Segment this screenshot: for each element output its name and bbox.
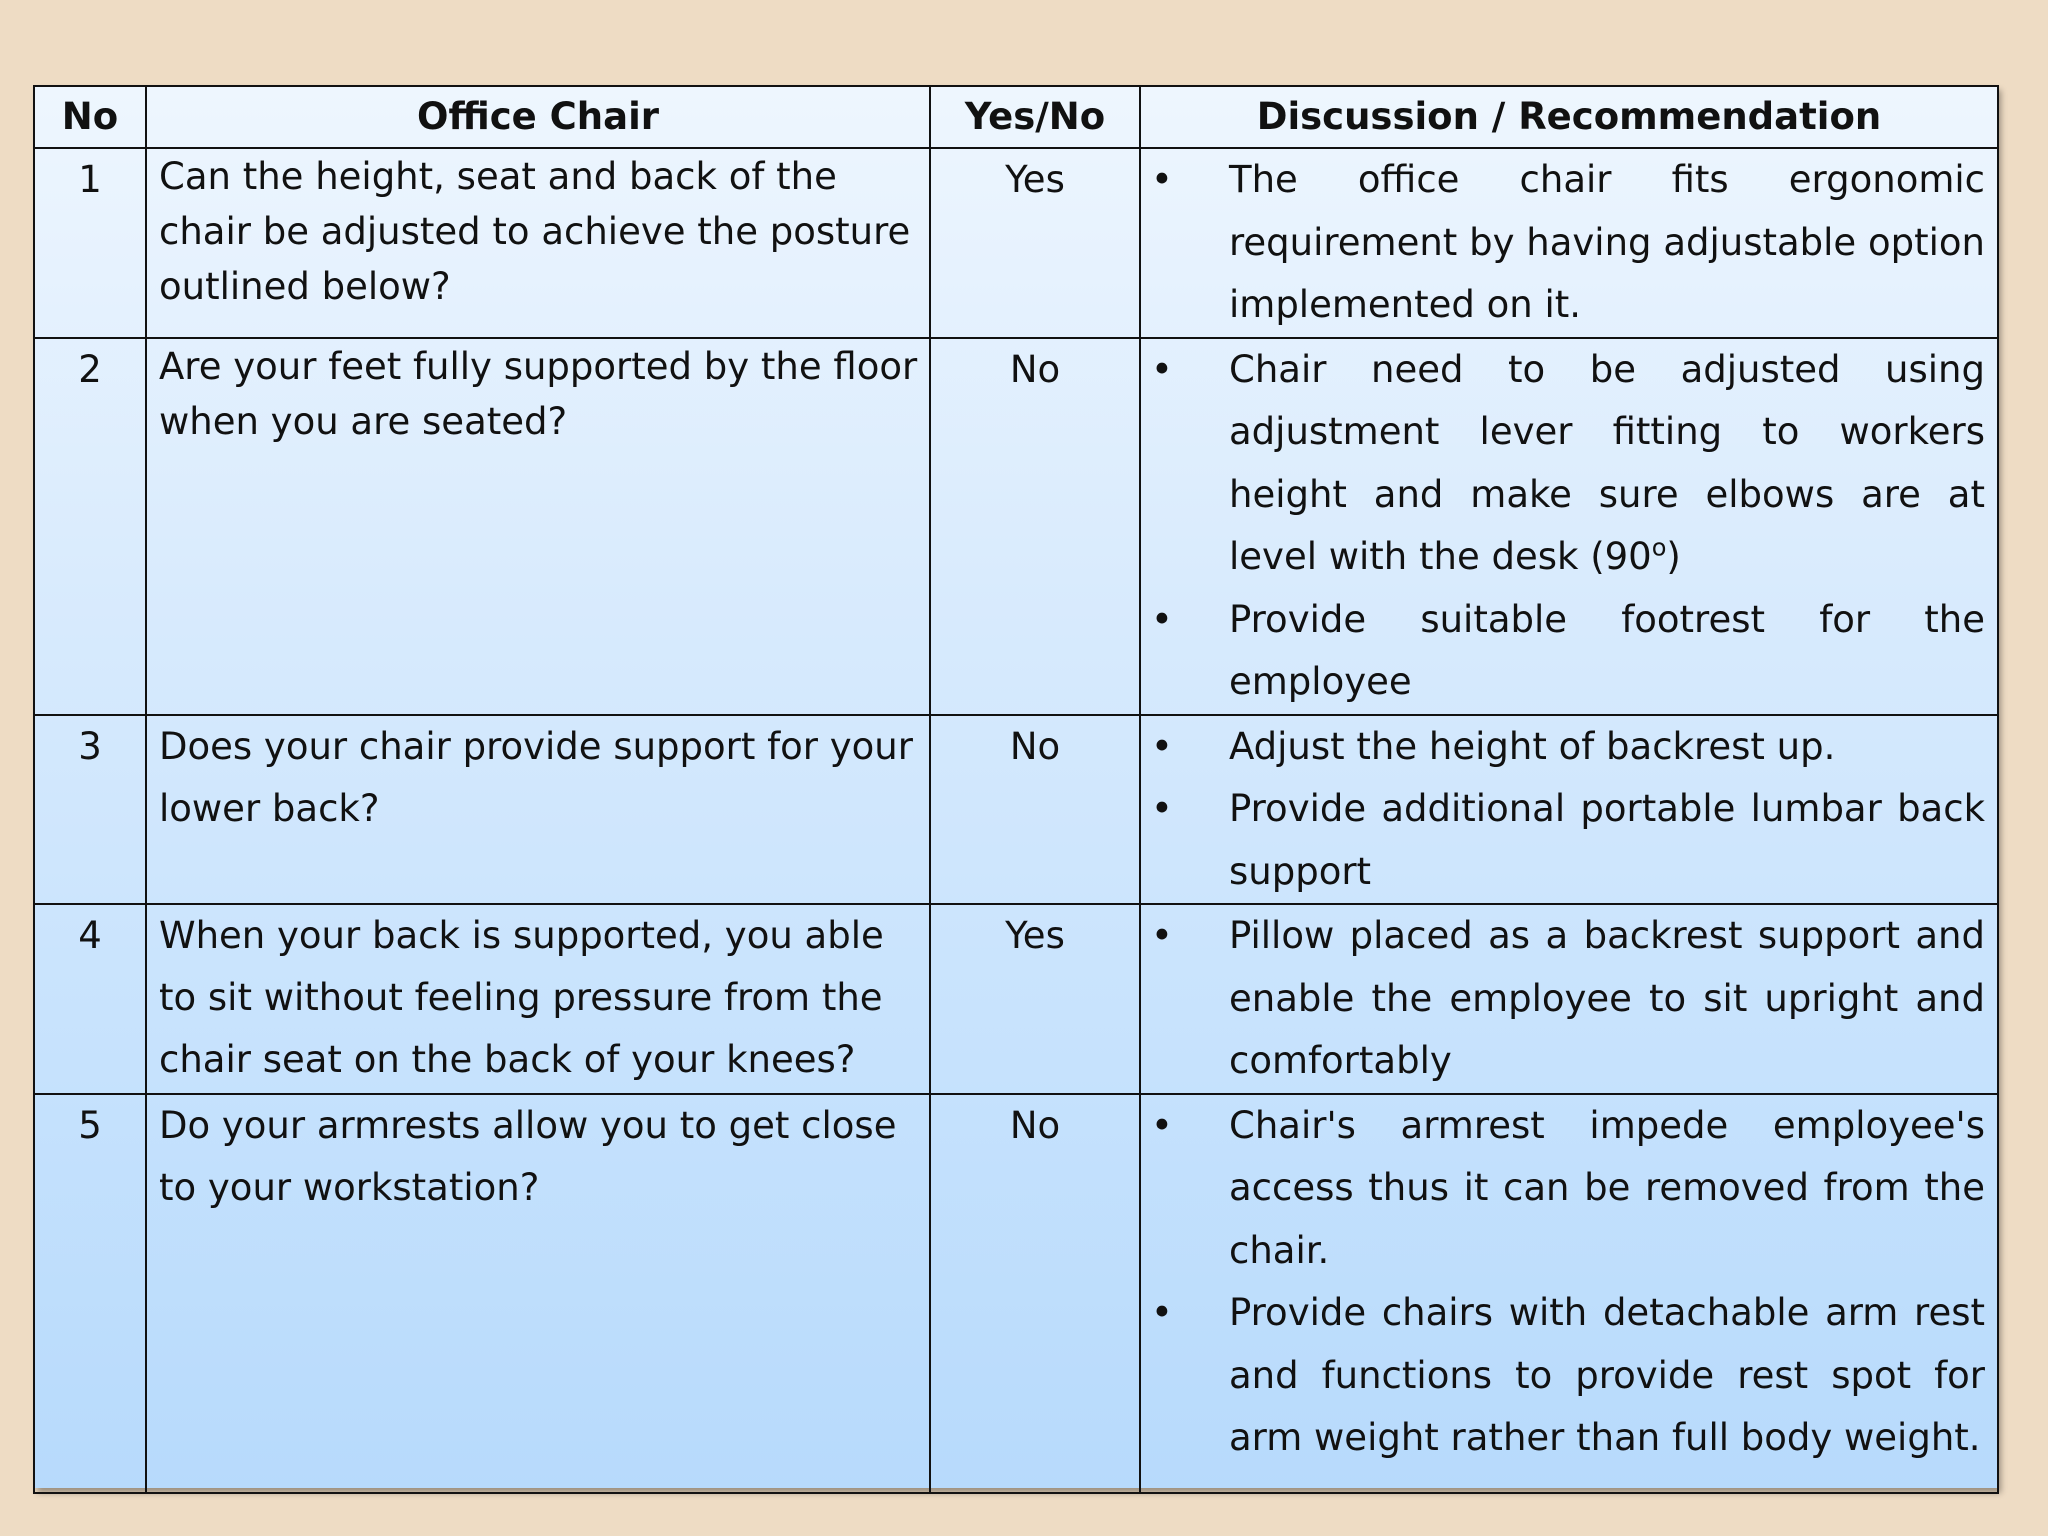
recommendation-text-close: ) xyxy=(1666,535,1681,578)
discussion-cell xyxy=(1140,148,1998,338)
row-number: 2 xyxy=(34,338,146,715)
answer-cell: No xyxy=(930,715,1140,905)
recommendation-item: • Provide additional portable lumbar back support xyxy=(1141,778,1985,903)
header-yes-no: Yes/No xyxy=(930,86,1140,148)
checklist-table-container xyxy=(33,85,1997,1488)
question-cell: Are your feet fully supported by the floor when you are seated? xyxy=(146,338,930,715)
recommendation-text: Chair need to be adjusted using adjustment lever fitting to workers height and make sure elbows are at level with the desk (90 xyxy=(1229,347,1985,578)
degree-superscript: o xyxy=(1651,533,1667,562)
answer-cell: Yes xyxy=(930,904,1140,1094)
answer-cell: No xyxy=(930,338,1140,715)
office-chair-checklist-table xyxy=(33,85,1999,1494)
recommendation-item: • Provide suitable footrest for the employee xyxy=(1141,589,1985,714)
header-discussion: Discussion / Recommendation xyxy=(1140,86,1998,148)
recommendation-item: • Pillow placed as a backrest support and enable the employee to sit upright and comfortably xyxy=(1141,905,1985,1093)
recommendation-item: • Adjust the height of backrest up. xyxy=(1141,716,1985,779)
table-row xyxy=(34,1094,1998,1493)
row-number: 5 xyxy=(34,1094,146,1493)
header-row xyxy=(34,86,1998,148)
recommendation-item xyxy=(1141,339,1985,589)
recommendation-list xyxy=(1141,716,1985,904)
discussion-cell xyxy=(1140,904,1998,1094)
row-number: 4 xyxy=(34,904,146,1094)
table-row xyxy=(34,904,1998,1094)
recommendation-list xyxy=(1141,339,1985,714)
recommendation-item: • The office chair fits ergonomic requirement by having adjustable option implemented on it. xyxy=(1141,149,1985,337)
discussion-cell xyxy=(1140,715,1998,905)
recommendation-item: • Chair's armrest impede employee's access thus it can be removed from the chair. xyxy=(1141,1095,1985,1283)
discussion-cell xyxy=(1140,338,1998,715)
header-office-chair: Office Chair xyxy=(146,86,930,148)
recommendation-item: • Provide chairs with detachable arm rest and functions to provide rest spot for arm weight rather than full body weight. xyxy=(1141,1282,1985,1470)
recommendation-list xyxy=(1141,149,1985,337)
question-cell: Do your armrests allow you to get close to your workstation? xyxy=(146,1094,930,1493)
answer-cell: Yes xyxy=(930,148,1140,338)
question-cell: Can the height, seat and back of the chair be adjusted to achieve the posture outlined below? xyxy=(146,148,930,338)
answer-cell: No xyxy=(930,1094,1140,1493)
table-row xyxy=(34,148,1998,338)
recommendation-list xyxy=(1141,905,1985,1093)
discussion-cell xyxy=(1140,1094,1998,1493)
recommendation-list xyxy=(1141,1095,1985,1470)
row-number: 1 xyxy=(34,148,146,338)
question-cell: When your back is supported, you able to sit without feeling pressure from the chair seat on the back of your knees? xyxy=(146,904,930,1094)
header-no: No xyxy=(34,86,146,148)
table-row xyxy=(34,715,1998,905)
question-cell: Does your chair provide support for your lower back? xyxy=(146,715,930,905)
row-number: 3 xyxy=(34,715,146,905)
table-row xyxy=(34,338,1998,715)
